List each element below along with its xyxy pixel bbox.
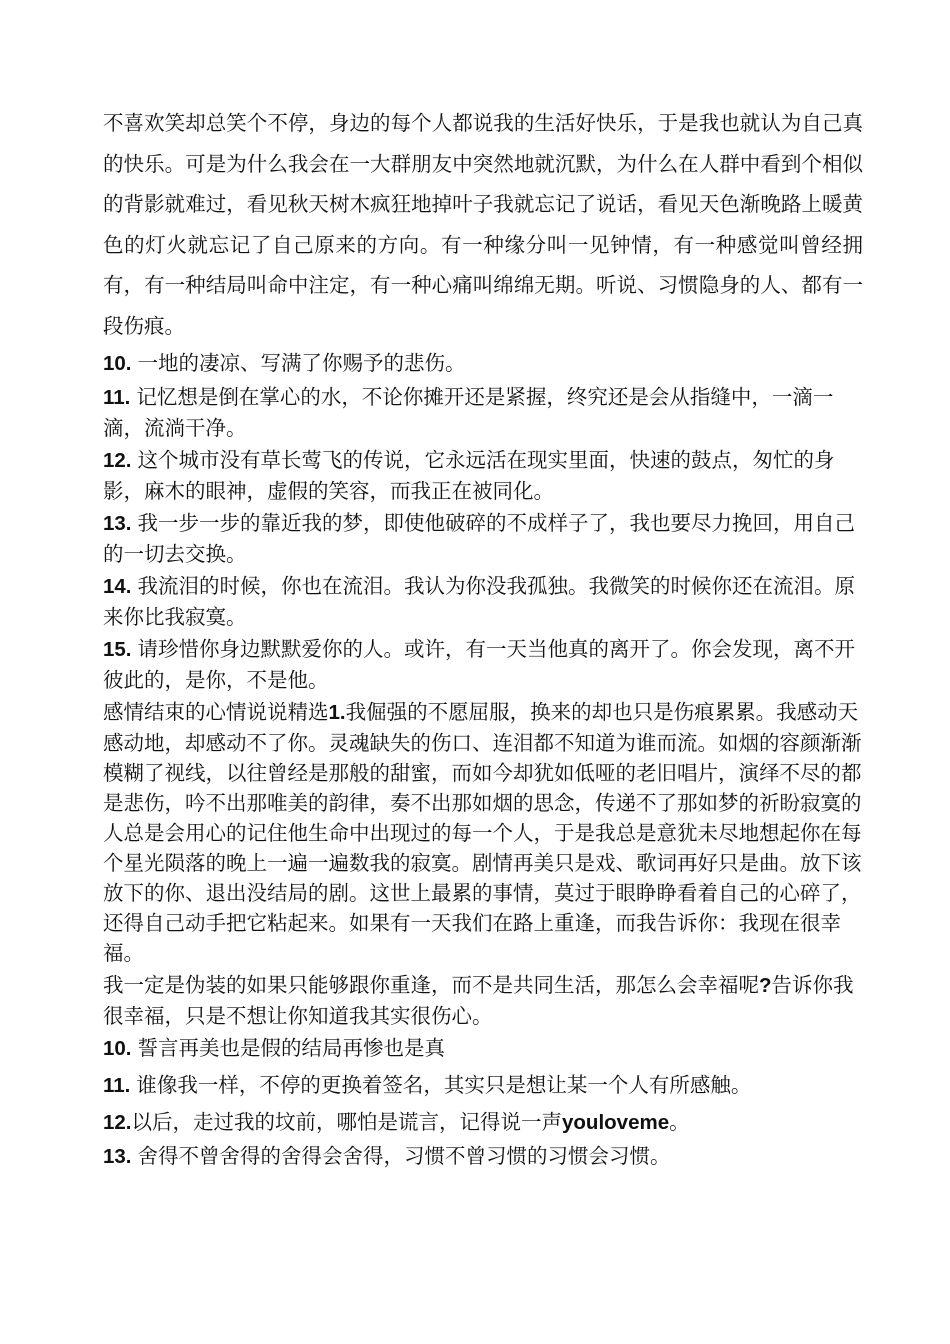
document-page bbox=[103, 103, 863, 1172]
item-number: 12. bbox=[103, 449, 132, 472]
item-text: 一地的凄凉、写满了你赐予的悲伤。 bbox=[137, 351, 466, 375]
item-text: 谁像我一样，不停的更换着签名，其实只是想让某一个人有所感触。 bbox=[136, 1073, 752, 1097]
item-number: 11. bbox=[103, 386, 131, 409]
list-item bbox=[103, 382, 863, 443]
item-number: 12. bbox=[103, 1111, 132, 1134]
item-number: 14. bbox=[103, 575, 132, 598]
intro-paragraph: 不喜欢笑却总笑个不停，身边的每个人都说我的生活好快乐，于是我也就认为自己真的快乐。可是为什么我会在一大群朋友中突然地就沉默，为什么在人群中看到个相似的背影就难过，看见秋天树木疯狂地掉叶子我就忘记了说话，看见天色渐晚路上暖黄色的灯火就忘记了自己原来的方向。有一种缘分叫一见钟情，有一种感觉叫曾经拥有，有一种结局叫命中注定，有一种心痛叫绵绵无期。听说、习惯隐身的人、都有一段伤痕。 bbox=[103, 111, 863, 338]
item-number: 13. bbox=[103, 1145, 132, 1168]
item-number: 11. bbox=[103, 1074, 131, 1097]
section-text: 我倔强的不愿屈服，换来的却也只是伤痕累累。我感动天感动地，却感动不了你。灵魂缺失的伤口、连泪都不知道为谁而流。如烟的容颜渐渐模糊了视线，以往曾经是那般的甜蜜，而如今却犹如低哑的老旧唱片，演绎不尽的都是悲伤，吟不出那唯美的韵律，奏不出那如烟的思念，传递不了那如梦的祈盼寂寞的人总是会用心的记住他生命中出现过的每一个人，于是我总是意犹未尽地想起你在每个星光陨落的晚上一遍一遍数我的寂寞。剧情再美只是戏、歌词再好只是曲。放下该放下的你、退出没结局的剧。这世上最累的事情，莫过于眼睁睁看着自己的心碎了，还得自己动手把它粘起来。如果有一天我们在路上重逢，而我告诉你：我现在很幸福。 bbox=[103, 700, 862, 965]
section-paragraph bbox=[103, 697, 863, 968]
item-number: 10. bbox=[103, 1037, 132, 1060]
item-text: 我流泪的时候，你也在流泪。我认为你没我孤独。我微笑的时候你还在流泪。原来你比我寂寞。 bbox=[103, 574, 855, 629]
list-item bbox=[103, 571, 863, 632]
list-item bbox=[103, 348, 863, 379]
section-number: 1. bbox=[328, 701, 346, 724]
list-item bbox=[103, 445, 863, 506]
item-text-end: 。 bbox=[669, 1110, 690, 1134]
list-item bbox=[103, 1141, 863, 1172]
list-item bbox=[103, 1070, 863, 1101]
list-item bbox=[103, 508, 863, 569]
item-text: 以后，走过我的坟前，哪怕是谎言，记得说一声 bbox=[131, 1110, 562, 1134]
item-text: 请珍惜你身边默默爱你的人。或许，有一天当他真的离开了。你会发现，离不开彼此的，是你，不是他。 bbox=[103, 637, 855, 692]
item-text: 我一步一步的靠近我的梦，即使他破碎的不成样子了，我也要尽力挽回，用自己的一切去交换。 bbox=[103, 511, 855, 566]
closing-text-2: 告诉你我很幸福，只是不想让你知道我其实很伤心。 bbox=[103, 973, 854, 1028]
item-latin-text: youloveme bbox=[562, 1111, 670, 1134]
list-item bbox=[103, 1033, 863, 1064]
list-item bbox=[103, 1107, 863, 1138]
section-lead: 感情结束的心情说说精选 bbox=[103, 700, 329, 724]
item-text: 舍得不曾舍得的舍得会舍得，习惯不曾习惯的习惯会习惯。 bbox=[137, 1144, 671, 1168]
question-mark: ? bbox=[759, 974, 772, 997]
item-number: 13. bbox=[103, 512, 132, 535]
list-item bbox=[103, 634, 863, 695]
closing-text: 我一定是伪装的如果只能够跟你重逢，而不是共同生活，那怎么会幸福呢 bbox=[103, 973, 759, 997]
item-text: 这个城市没有草长莺飞的传说，它永远活在现实里面，快速的鼓点，匆忙的身影，麻木的眼神，虚假的笑容，而我正在被同化。 bbox=[103, 448, 835, 503]
item-number: 15. bbox=[103, 638, 132, 661]
item-number: 10. bbox=[103, 352, 132, 375]
item-text: 记忆想是倒在掌心的水，不论你摊开还是紧握，终究还是会从指缝中，一滴一滴，流淌干净。 bbox=[103, 385, 834, 440]
item-text: 誓言再美也是假的结局再惨也是真 bbox=[137, 1036, 445, 1060]
closing-paragraph bbox=[103, 970, 863, 1031]
